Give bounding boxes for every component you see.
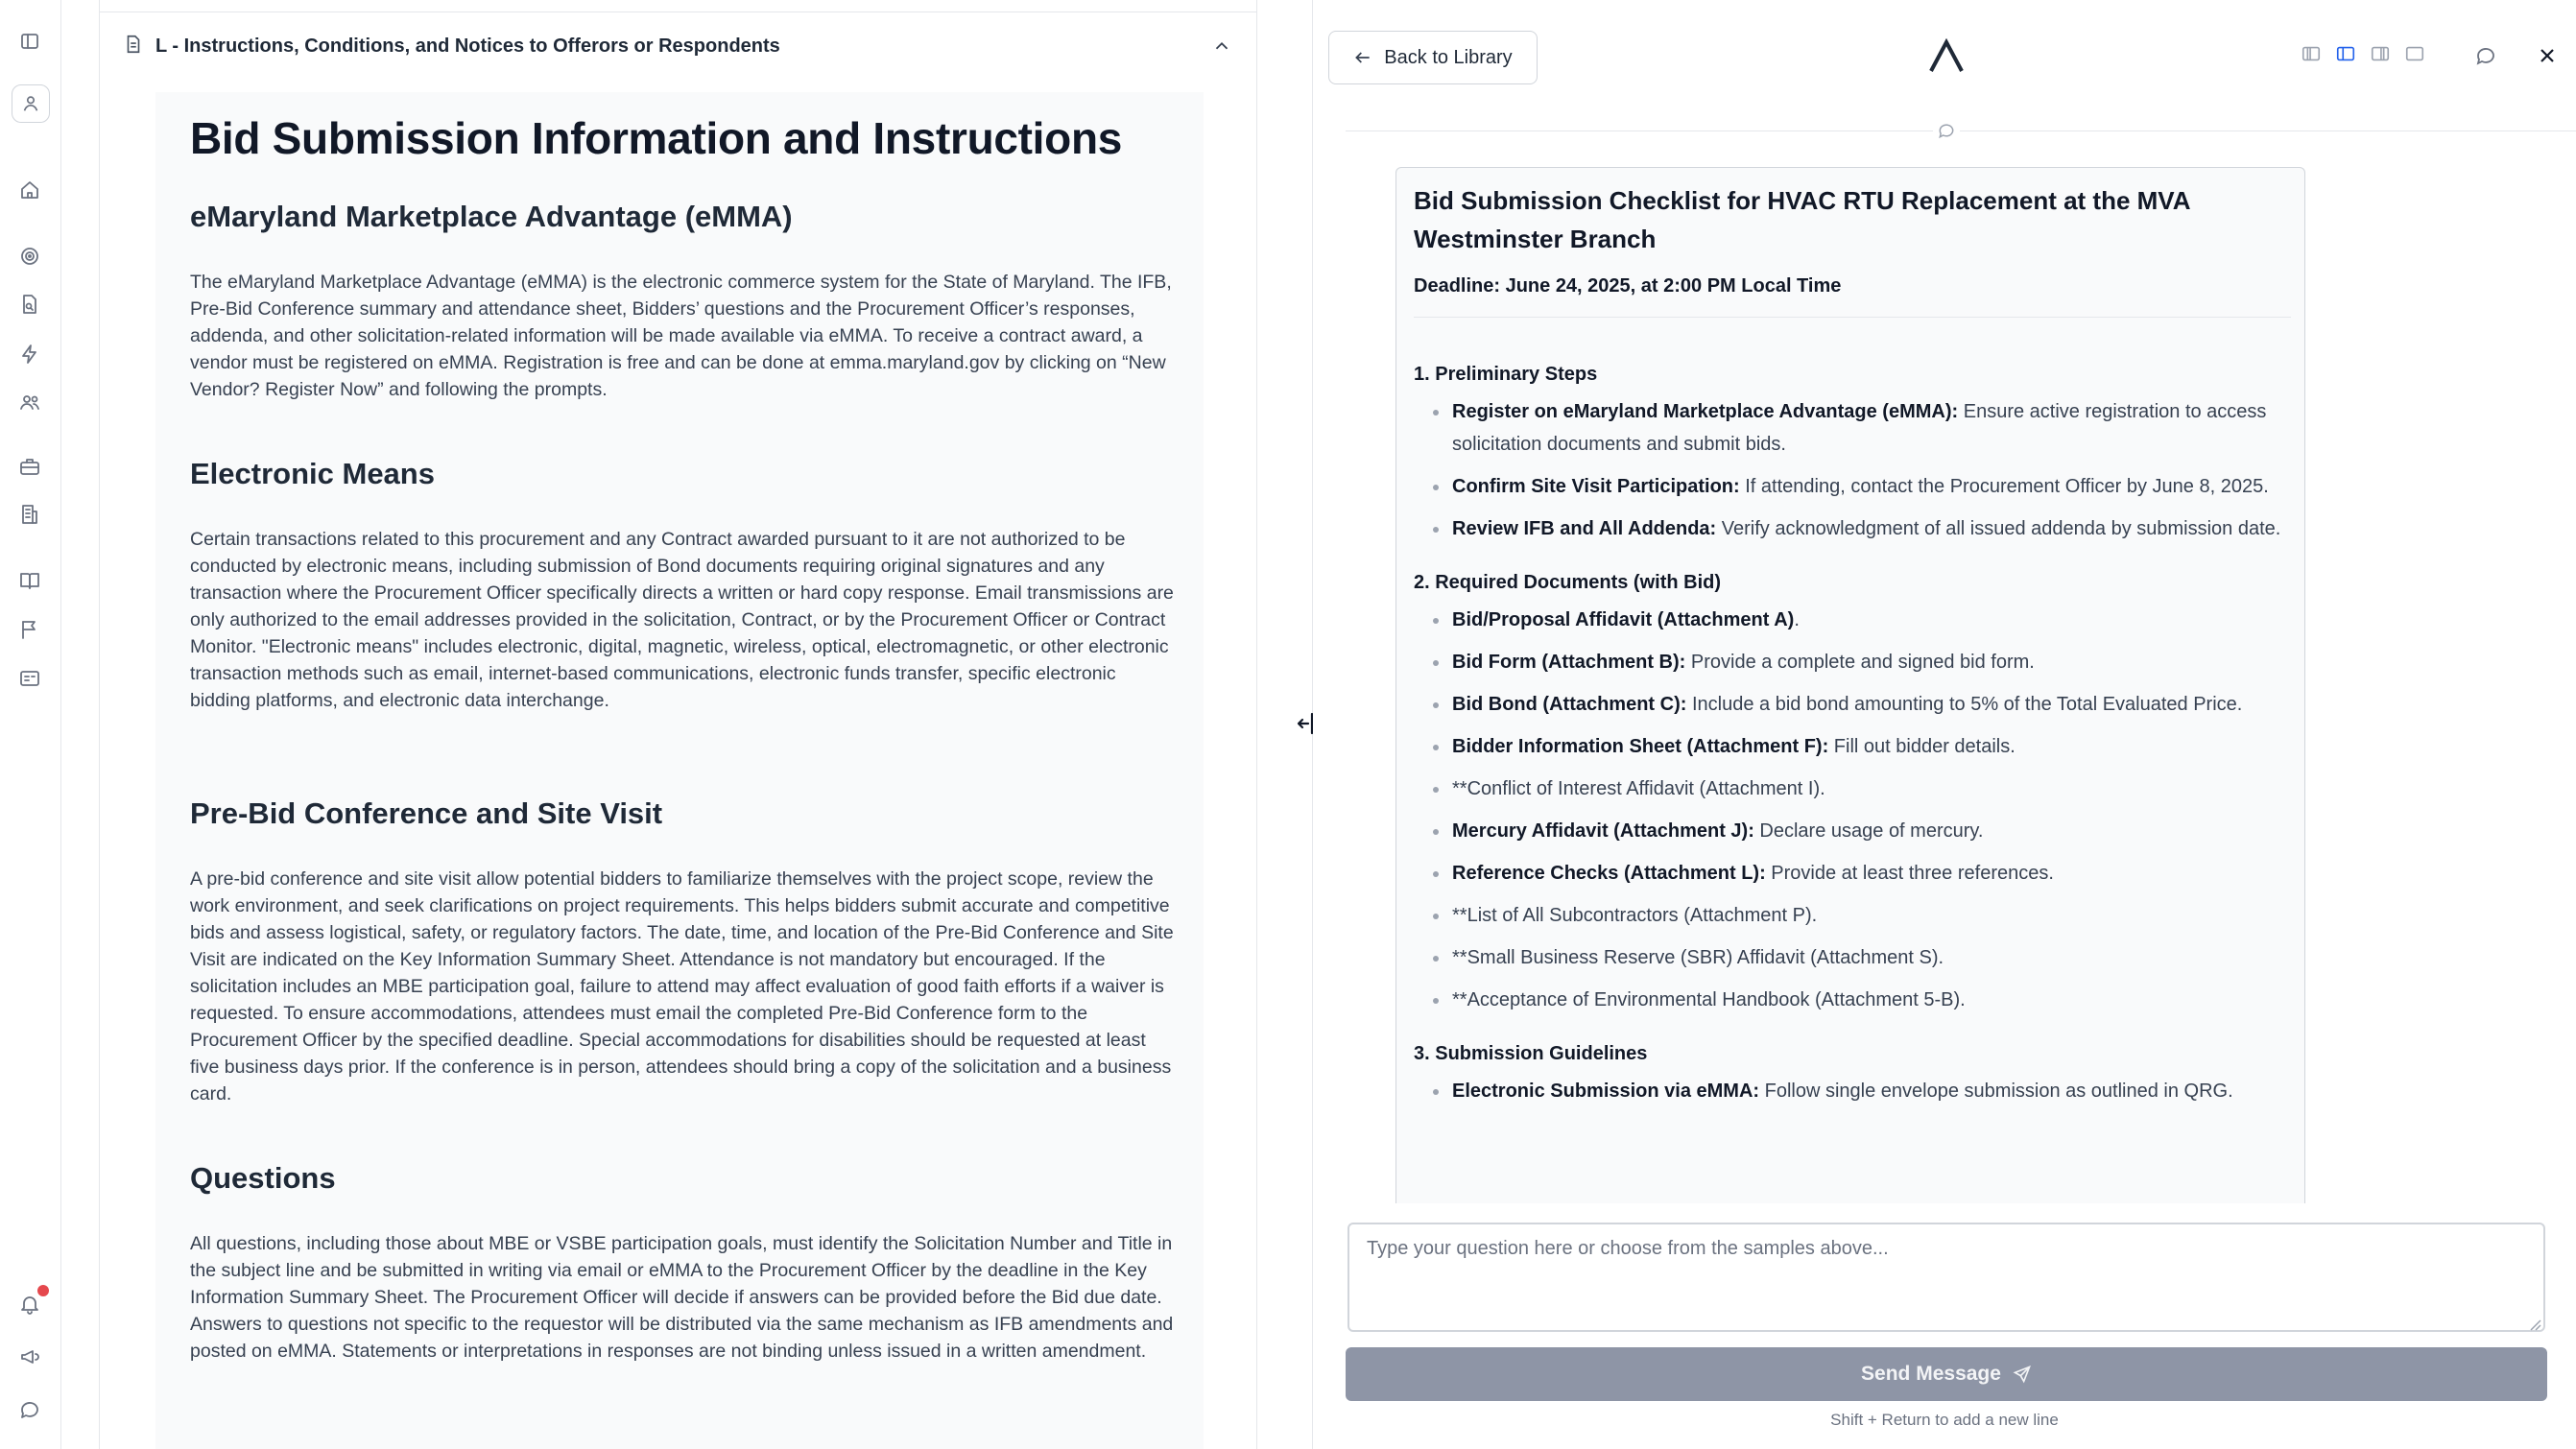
checklist-item-text: Provide at least three references. bbox=[1765, 863, 2054, 884]
checklist-item-text: Fill out bidder details. bbox=[1828, 736, 2015, 757]
doc-section-electronic-means bbox=[190, 453, 1179, 714]
layout-toggle-group bbox=[2298, 40, 2428, 67]
checklist-item-text: **Acceptance of Environmental Handbook (Attachment 5-B). bbox=[1452, 989, 1966, 1010]
section-heading: Electronic Means bbox=[190, 457, 435, 490]
layout-full-icon[interactable] bbox=[2401, 40, 2428, 67]
checklist-item bbox=[1414, 941, 2287, 974]
input-hint: Shift + Return to add a new line bbox=[1830, 1411, 2059, 1429]
section-title: L - Instructions, Conditions, and Notices to Offerors or Respondents bbox=[155, 36, 780, 57]
megaphone-icon[interactable] bbox=[17, 1344, 42, 1369]
checklist-item-text: Follow single envelope submission as outlined in QRG. bbox=[1759, 1081, 2233, 1102]
checklist-item-text: Verify acknowledgment of all issued addenda by submission date. bbox=[1716, 518, 2281, 539]
app-logo bbox=[1927, 38, 1966, 73]
question-input-placeholder: Type your question here or choose from the samples above... bbox=[1367, 1238, 1889, 1259]
id-card-icon[interactable] bbox=[17, 666, 42, 691]
document-pane bbox=[100, 0, 1257, 1449]
checklist-item-label: Bid Bond (Attachment C): bbox=[1452, 694, 1687, 715]
checklist-item bbox=[1414, 730, 2287, 763]
rail-gutter bbox=[61, 0, 100, 1449]
arrow-left-icon bbox=[1353, 48, 1372, 67]
checklist-list bbox=[1414, 1075, 2287, 1107]
document-search-icon[interactable] bbox=[17, 292, 42, 317]
resize-grip-icon[interactable] bbox=[2528, 1315, 2541, 1328]
close-icon[interactable] bbox=[2536, 44, 2559, 72]
checklist-item bbox=[1414, 512, 2287, 545]
checklist-item bbox=[1414, 646, 2287, 678]
checklist-item-text: **Small Business Reserve (SBR) Affidavit (Attachment S). bbox=[1452, 947, 1944, 968]
layout-split-right-icon[interactable] bbox=[2367, 40, 2394, 67]
flag-icon[interactable] bbox=[17, 617, 42, 642]
checklist-item bbox=[1414, 1075, 2287, 1107]
chat-pane bbox=[1313, 0, 2576, 1449]
checklist-item bbox=[1414, 688, 2287, 721]
chat-icon[interactable] bbox=[17, 1397, 42, 1422]
checklist-item-text: Include a bid bond amounting to 5% of the Total Evaluated Price. bbox=[1686, 694, 2243, 715]
checklist-item-label: Register on eMaryland Marketplace Advantage (eMMA): bbox=[1452, 401, 1959, 422]
checklist-item-text: Ensure active registration to access solicitation documents and submit bids. bbox=[1452, 401, 2267, 455]
section-body: Certain transactions related to this procurement and any Contract awarded pursuant to it are not authorized to be conducted by electronic means, including submission of Bond documents requiring original signatures and any transaction where the Procurement Officer specifically directs a written or hard copy response. Email transmissions are only authorized to the email addresses provided in the solicitation, Contract, or by the Procurement Officer or Contract Monitor. "Electronic means" includes electronic, digital, magnetic, wireless, optical, electromagnetic, or other electronic transaction methods such as email, internet-based communications, electronic funds transfer, specific electronic bidding platforms, and electronic data interchange. bbox=[190, 529, 1174, 711]
message-bubble-icon bbox=[1933, 121, 1960, 142]
checklist-item-text: If attending, contact the Procurement Officer by June 8, 2025. bbox=[1739, 476, 2269, 497]
checklist-item bbox=[1414, 604, 2287, 636]
chevron-up-icon[interactable] bbox=[1211, 36, 1232, 61]
layout-split-left-icon[interactable] bbox=[2298, 40, 2325, 67]
doc-section-emma bbox=[190, 196, 1179, 403]
lightning-icon[interactable] bbox=[17, 342, 42, 367]
doc-section-questions bbox=[190, 1157, 1179, 1365]
notification-badge bbox=[36, 1283, 51, 1298]
send-icon bbox=[2013, 1365, 2032, 1384]
book-icon[interactable] bbox=[17, 568, 42, 593]
section-heading: eMaryland Marketplace Advantage (eMMA) bbox=[190, 200, 793, 233]
checklist-list bbox=[1414, 395, 2287, 545]
checklist-item-text: Declare usage of mercury. bbox=[1753, 820, 1984, 842]
checklist-item-label: Mercury Affidavit (Attachment J): bbox=[1452, 820, 1754, 842]
building-icon[interactable] bbox=[17, 502, 42, 527]
checklist-item-label: Bid/Proposal Affidavit (Attachment A) bbox=[1452, 609, 1795, 630]
checklist-item-label: Bidder Information Sheet (Attachment F): bbox=[1452, 736, 1829, 757]
layout-split-center-icon[interactable] bbox=[2332, 40, 2359, 67]
send-button-label: Send Message bbox=[1861, 1363, 2001, 1385]
checklist-item-label: Confirm Site Visit Participation: bbox=[1452, 476, 1740, 497]
section-body: A pre-bid conference and site visit allow potential bidders to familiarize themselves with the project scope, review the work environment, and seek clarifications on project requirements. This helps bidders submit accurate and competitive bids and assess logistical, safety, or regulatory factors. The date, time, and location of the Pre-Bid Conference and Site Visit are indicated on the Key Information Summary Sheet. Attendance is not mandatory but encouraged. If the solicitation includes an MBE participation goal, failure to attend may affect evaluation of good faith efforts if a waiver is requested. To ensure accommodations, attendees must email the completed Pre-Bid Conference form to the Procurement Officer by the specified deadline. Special accommodations for disabilities should be requested at least five business days prior. If the conference is in person, attendees should bring a copy of the solicitation and a business card. bbox=[190, 868, 1174, 1105]
checklist-item-text: Provide a complete and signed bid form. bbox=[1685, 652, 2035, 673]
section-accordion-header[interactable] bbox=[100, 12, 1257, 81]
checklist-item-label: Review IFB and All Addenda: bbox=[1452, 518, 1717, 539]
left-rail bbox=[0, 0, 61, 1449]
users-icon[interactable] bbox=[17, 390, 42, 415]
checklist-section-title: 3. Submission Guidelines bbox=[1414, 1043, 1648, 1064]
checklist-item-text: **List of All Subcontractors (Attachment P). bbox=[1452, 905, 1818, 926]
checklist-section-title: 2. Required Documents (with Bid) bbox=[1414, 572, 1722, 593]
checklist-section-title: 1. Preliminary Steps bbox=[1414, 364, 1598, 385]
message-sections bbox=[1414, 364, 2287, 1107]
user-icon bbox=[20, 93, 41, 114]
checklist-item bbox=[1414, 984, 2287, 1016]
section-body: All questions, including those about MBE or VSBE participation goals, must identify the Solicitation Number and Title in the subject line and be submitted in writing via email or eMMA to the Procurement Officer by the deadline in the Key Information Summary Sheet. The Procurement Officer will decide if answers can be provided before the Bid due date. Answers to questions not specific to the requestor will be distributed via the same mechanism as IFB amendments and posted on eMMA. Statements or interpretations in responses are not binding unless issued in a written amendment. bbox=[190, 1233, 1174, 1362]
send-message-button[interactable] bbox=[1346, 1347, 2547, 1401]
checklist-list bbox=[1414, 604, 2287, 1016]
document-icon bbox=[123, 34, 144, 59]
checklist-item bbox=[1414, 899, 2287, 932]
back-to-library-button[interactable] bbox=[1328, 31, 1538, 84]
message-title: Bid Submission Checklist for HVAC RTU Replacement at the MVA Westminster Branch bbox=[1414, 186, 2190, 253]
section-heading: Pre-Bid Conference and Site Visit bbox=[190, 796, 663, 830]
assistant-message bbox=[1395, 167, 2305, 1203]
user-avatar-button[interactable] bbox=[12, 84, 50, 123]
document-content bbox=[155, 92, 1204, 1449]
checklist-item bbox=[1414, 395, 2287, 461]
chat-bubble-icon[interactable] bbox=[2474, 44, 2497, 72]
checklist-item-text: . bbox=[1794, 609, 1800, 630]
target-icon[interactable] bbox=[17, 244, 42, 269]
doc-section-pre-bid bbox=[190, 793, 1179, 1107]
back-button-label: Back to Library bbox=[1384, 46, 1513, 68]
home-icon[interactable] bbox=[17, 178, 42, 202]
checklist-item bbox=[1414, 772, 2287, 805]
checklist-item bbox=[1414, 815, 2287, 847]
checklist-item bbox=[1414, 857, 2287, 890]
checklist-item-text: **Conflict of Interest Affidavit (Attachment I). bbox=[1452, 778, 1825, 799]
sidebar-toggle-icon[interactable] bbox=[17, 29, 42, 54]
checklist-item-label: Reference Checks (Attachment L): bbox=[1452, 863, 1766, 884]
pane-divider[interactable] bbox=[1257, 0, 1313, 1449]
checklist-item-label: Electronic Submission via eMMA: bbox=[1452, 1081, 1760, 1102]
checklist-item bbox=[1414, 470, 2287, 503]
section-body: The eMaryland Marketplace Advantage (eMMA) is the electronic commerce system for the State of Maryland. The IFB, Pre-Bid Conference summary and attendance sheet, Bidders’ questions and the Procurement Officer’s responses, addenda, and other solicitation-related information will be made available via eMMA. To receive a contract award, a vendor must be registered on eMMA. Registration is free and can be done at emma.maryland.gov by clicking on “New Vendor? Register Now” and following the prompts. bbox=[190, 272, 1172, 400]
checklist-item-label: Bid Form (Attachment B): bbox=[1452, 652, 1686, 673]
question-input[interactable] bbox=[1348, 1223, 2545, 1332]
section-heading: Questions bbox=[190, 1161, 336, 1195]
message-deadline: Deadline: June 24, 2025, at 2:00 PM Local Time bbox=[1414, 275, 2291, 318]
page-title: Bid Submission Information and Instructions bbox=[190, 113, 1123, 163]
briefcase-icon[interactable] bbox=[17, 454, 42, 479]
